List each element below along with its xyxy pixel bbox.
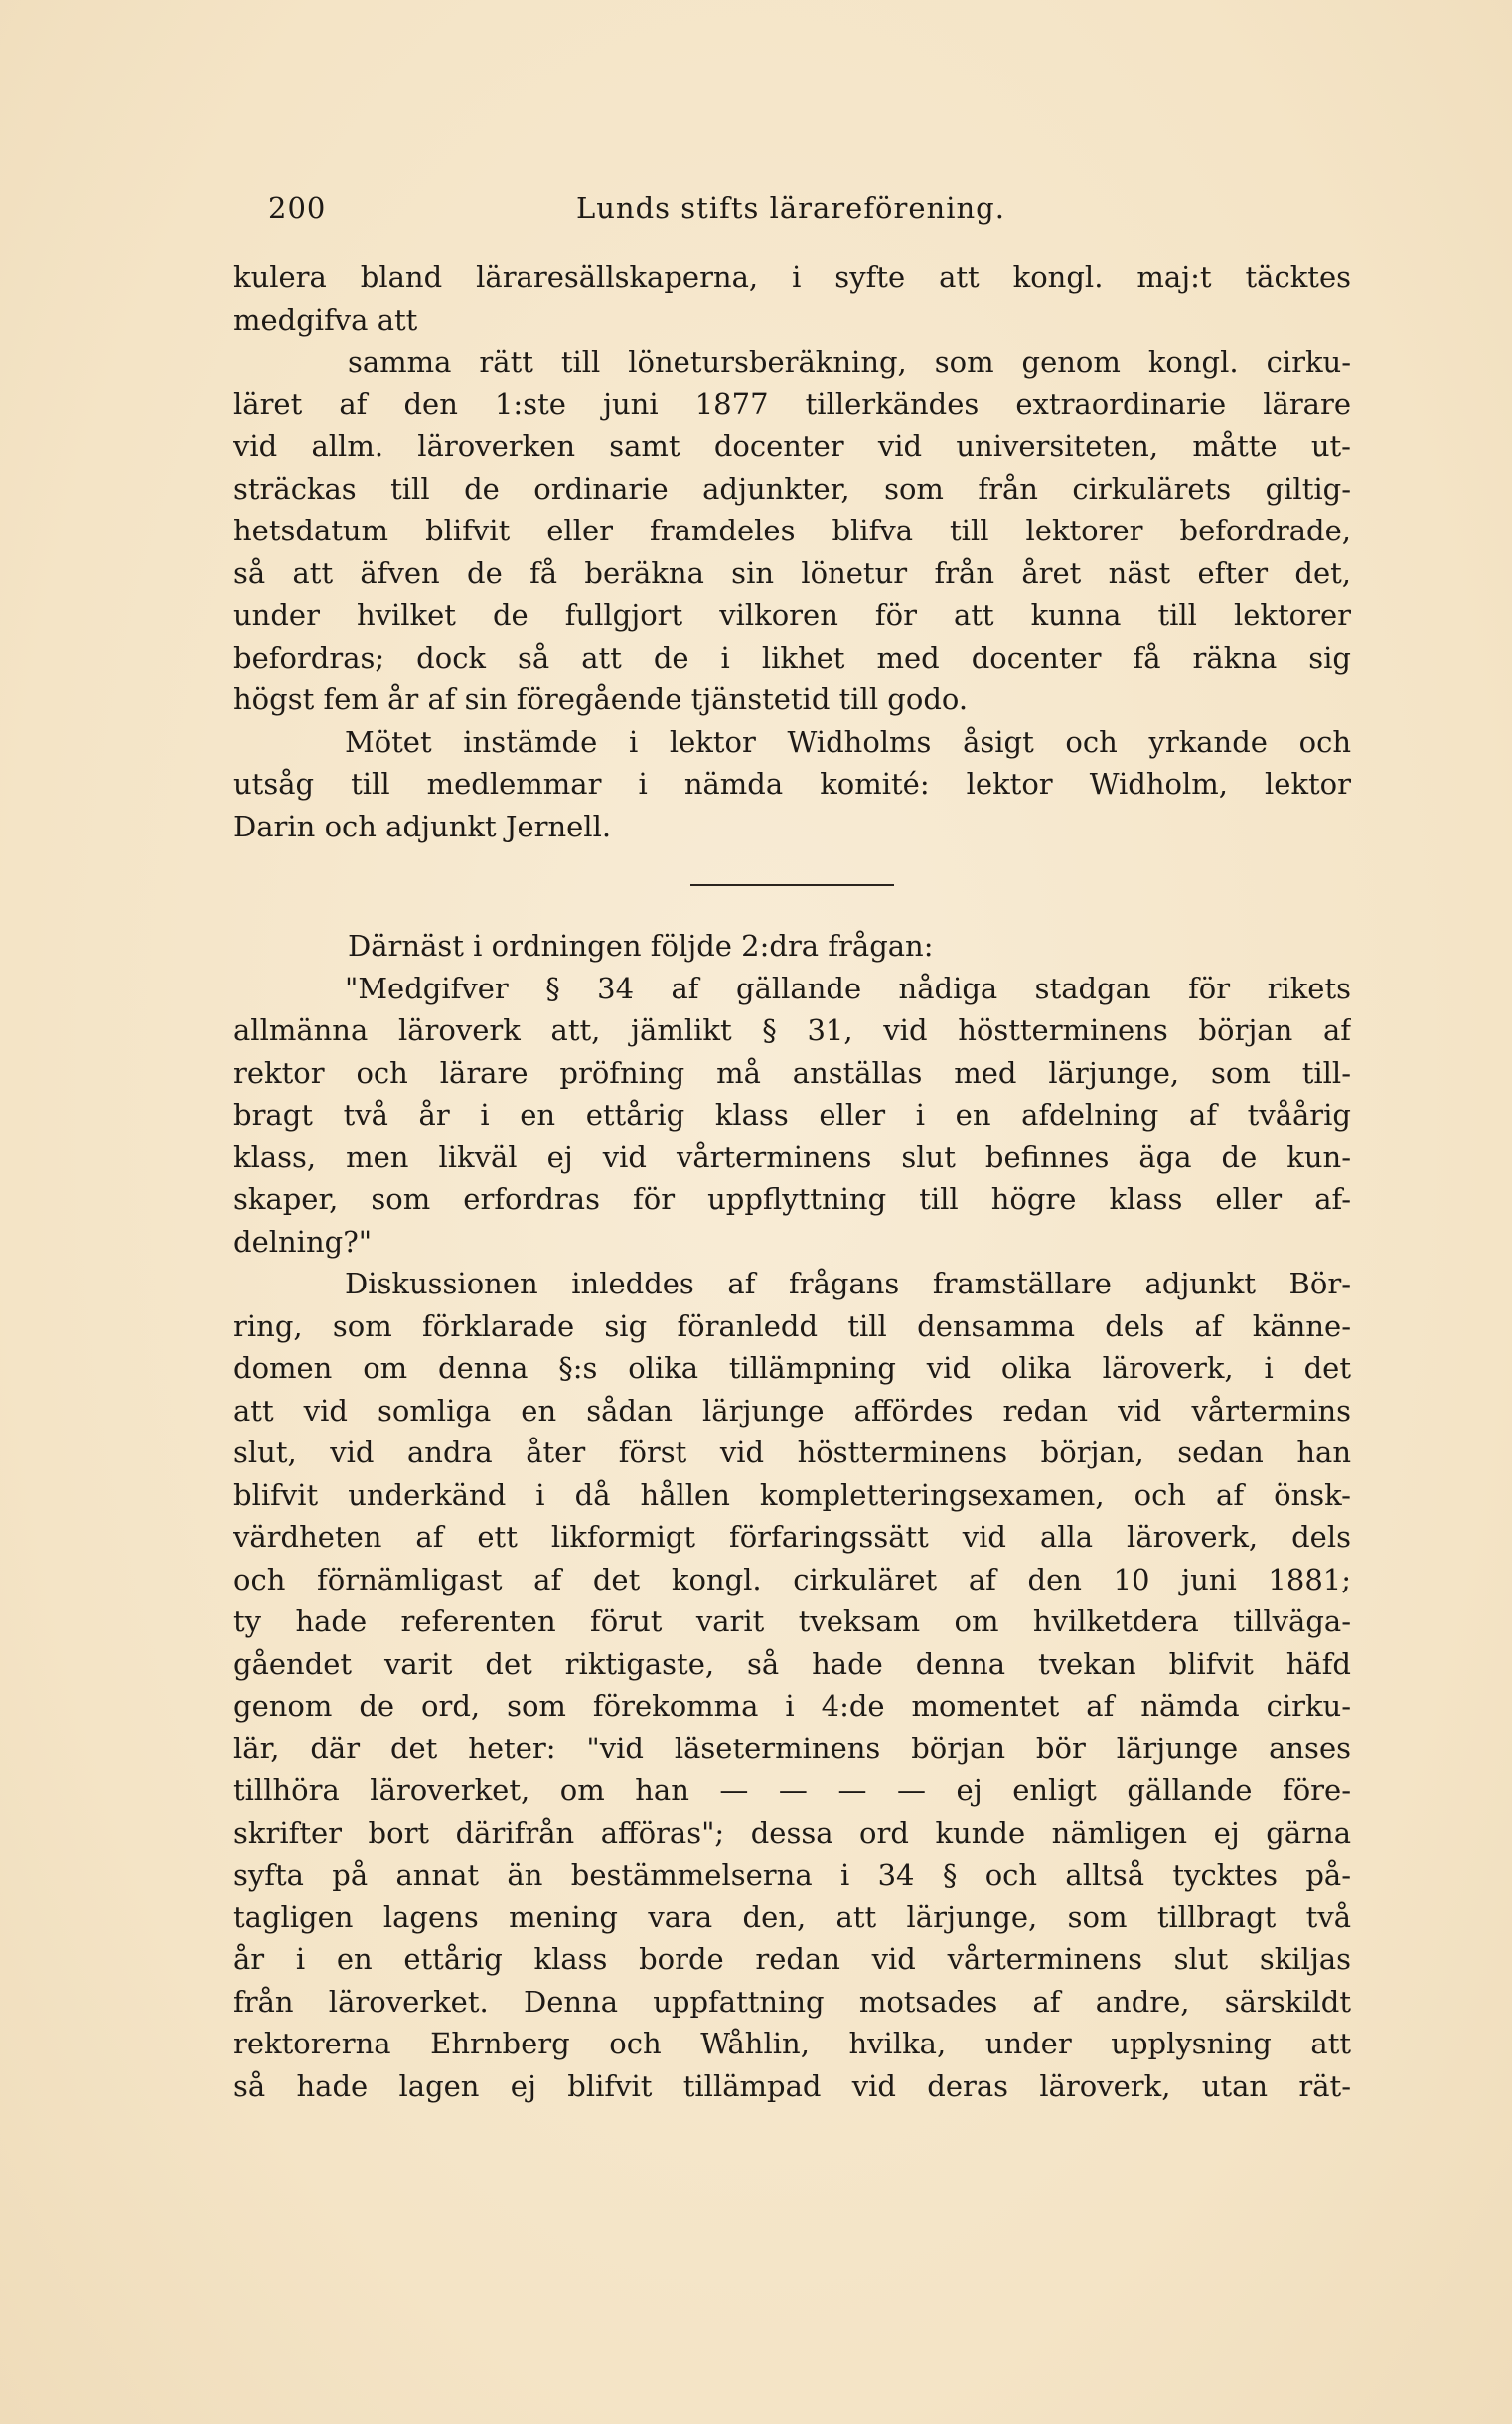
text-line: medgifva att	[233, 302, 418, 337]
text-line: kulera bland läraresällskaperna, i syfte att kongl. maj:t täcktes	[233, 260, 1351, 294]
text-line: att vid somliga en sådan lärjunge affördes redan vid vårtermins	[233, 1393, 1351, 1428]
text-line: sträckas till de ordinarie adjunkter, som från cirkulärets giltig-	[233, 471, 1351, 506]
text-line: så att äfven de få beräkna sin lönetur från året näst efter det,	[233, 555, 1351, 590]
text-line: klass, men likväl ej vid vårterminens slut befinnes äga de kun-	[233, 1139, 1351, 1174]
text-line: skaper, som erfordras för uppflyttning till högre klass eller af-	[233, 1182, 1351, 1216]
page-header	[268, 191, 1371, 230]
text-line: under hvilket de fullgjort vilkoren för att kunna till lektorer	[233, 598, 1351, 632]
text-line: ty hade referenten förut varit tveksam om hvilketdera tillväga-	[233, 1604, 1351, 1638]
text-line: hetsdatum blifvit eller framdeles blifva till lektorer befordrade,	[233, 514, 1351, 547]
text-line: tillhöra läroverket, om han — — — — ej enligt gällande före-	[233, 1773, 1351, 1807]
text-line: Diskussionen inleddes af frågans framställare adjunkt Bör-	[345, 1267, 1351, 1300]
text-line: tagligen lagens mening vara den, att lärjunge, som tillbragt två	[233, 1899, 1351, 1934]
text-line: Därnäst i ordningen följde 2:dra frågan:	[348, 929, 934, 963]
text-line: utsåg till medlemmar i nämda komité: lektor Widholm, lektor	[233, 767, 1351, 801]
text-line: slut, vid andra åter först vid höstterminens början, sedan han	[233, 1436, 1351, 1469]
text-line: allmänna läroverk att, jämlikt § 31, vid höstterminens början af	[233, 1013, 1351, 1047]
text-line: rektorerna Ehrnberg och Wåhlin, hvilka, under upplysning att	[233, 2027, 1351, 2060]
page-number: 200	[268, 191, 327, 225]
text-line: befordras; dock så att de i likhet med docenter få räkna sig	[233, 640, 1351, 675]
text-line: Darin och adjunkt Jernell.	[233, 809, 612, 843]
text-line: lär, där det heter: "vid läseterminens början bör lärjunge anses	[233, 1731, 1351, 1765]
text-line: Mötet instämde i lektor Widholms åsigt och yrkande och	[345, 724, 1351, 759]
text-line: genom de ord, som förekomma i 4:de momentet af nämda cirku-	[233, 1689, 1351, 1723]
text-line: syfta på annat än bestämmelserna i 34 § och alltså tycktes på-	[233, 1858, 1351, 1892]
text-line: bragt två år i en ettårig klass eller i en afdelning af tvåårig	[233, 1098, 1351, 1132]
text-line: vid allm. läroverken samt docenter vid universiteten, måtte ut-	[233, 429, 1351, 463]
text-line: skrifter bort därifrån afföras"; dessa ord kunde nämligen ej gärna	[233, 1815, 1351, 1850]
text-line: "Medgifver § 34 af gällande nådiga stadgan för rikets	[345, 971, 1351, 1005]
text-line: ring, som förklarade sig föranledd till densamma dels af känne-	[233, 1308, 1351, 1343]
text-line: rektor och lärare pröfning må anställas med lärjunge, som till-	[233, 1055, 1351, 1090]
text-line: från läroverket. Denna uppfattning motsades af andre, särskildt	[233, 1984, 1351, 2019]
text-line: värdheten af ett likformigt förfaringssätt vid alla läroverk, dels	[233, 1520, 1351, 1554]
text-line: och förnämligast af det kongl. cirkuläret af den 10 juni 1881;	[233, 1562, 1351, 1596]
text-line: högst fem år af sin föregående tjänstetid till godo.	[233, 682, 969, 716]
running-head: Lunds stifts lärareförening.	[576, 191, 1005, 225]
body-text	[233, 256, 1351, 2107]
text-line: blifvit underkänd i då hållen kompletteringsexamen, och af önsk-	[233, 1477, 1351, 1512]
text-line: delning?"	[233, 1224, 373, 1259]
text-line: år i en ettårig klass borde redan vid vårterminens slut skiljas	[233, 1942, 1351, 1976]
text-line: läret af den 1:ste juni 1877 tillerkändes extraordinarie lärare	[233, 386, 1351, 421]
section-divider	[690, 884, 894, 886]
text-line: gåendet varit det riktigaste, så hade denna tvekan blifvit häfd	[233, 1646, 1351, 1681]
text-line: domen om denna §:s olika tillämpning vid olika läroverk, i det	[233, 1351, 1351, 1385]
text-line: samma rätt till lönetursberäkning, som genom kongl. cirku-	[348, 345, 1351, 379]
text-line: så hade lagen ej blifvit tillämpad vid deras läroverk, utan rät-	[233, 2068, 1351, 2103]
